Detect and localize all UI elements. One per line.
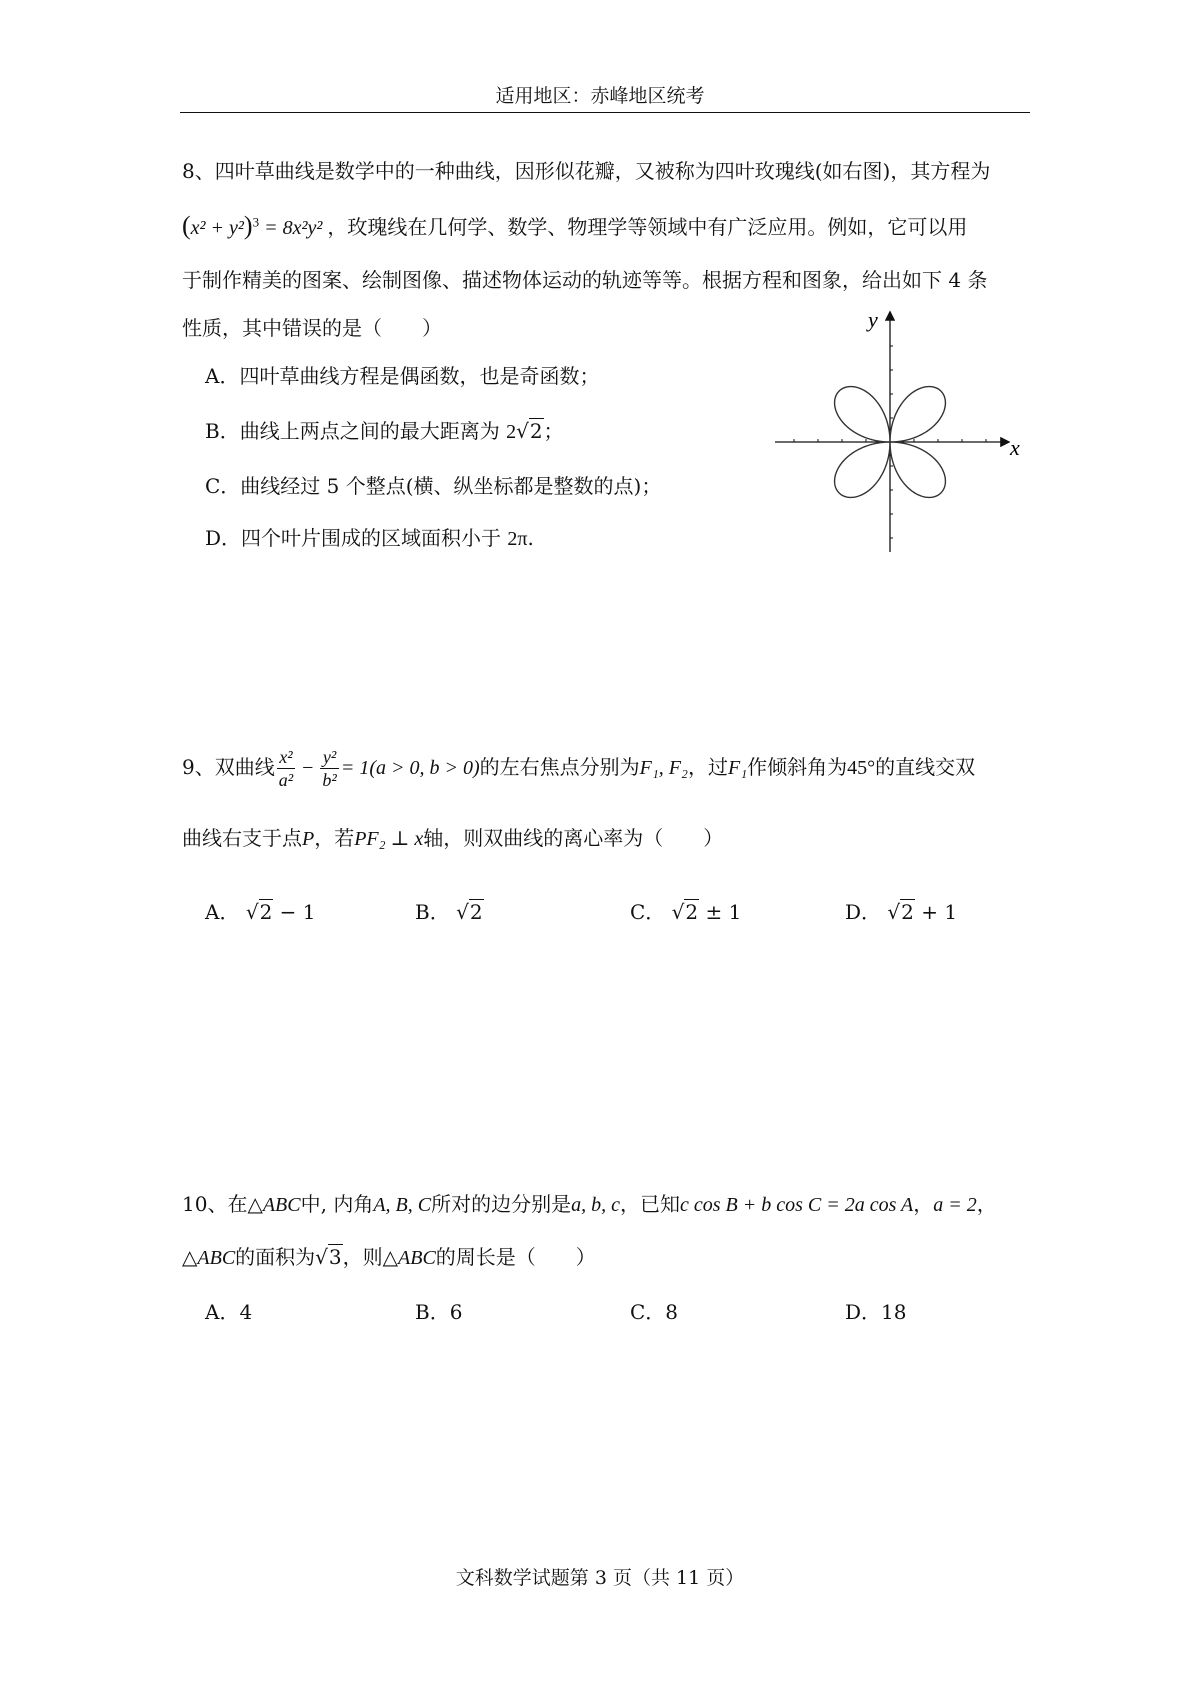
q8-line2 (182, 212, 967, 242)
q10-option-b: B．6 (415, 1300, 463, 1324)
q9-fraction-y: $\frac{\text{y²}}{\text{b²}}$ (322, 747, 337, 790)
q8-option-b: B．曲线上两点之间的最大距离为 2√2； (205, 419, 564, 443)
q8-equation: $(x^2 + y^2)^3 = 8x^2y^2$ (182, 211, 323, 240)
q10-line2: △ABC的面积为√3，则△ABC的周长是（ ） (182, 1245, 596, 1269)
q10-option-d: D．18 (845, 1300, 907, 1324)
page-header: 适用地区：赤峰地区统考 (495, 85, 705, 107)
q9-option-b: B． √2 (415, 900, 483, 924)
q9-fraction-x: $\frac{\text{x²}}{\text{a²}}$ (278, 747, 294, 790)
q8-line3: 于制作精美的图案、绘制图像、描述物体运动的轨迹等等。根据方程和图象，给出如下 4 条 (182, 268, 988, 292)
q9-option-a: A． √2 − 1 (205, 900, 316, 924)
page-footer: 文科数学试题第 3 页（共 11 页） (455, 1567, 745, 1589)
q10-option-a: A．4 (205, 1300, 253, 1324)
q9-line1: 9、双曲线 $\frac{\text{x²}}{\text{a²}}$ − $\frac{\text{y²}}{\text{b²}}$ = 1(a > 0, b > 0)的左右焦点分别为F₁, F₂，过F₁作倾斜角为45°的直线交双 (182, 747, 976, 790)
q10-line1: 10、在△ABC中, 内角A, B, C所对的边分别是a, b, c，已知c cos B + b cos C = 2a cos A，a = 2， (182, 1192, 997, 1216)
q9-line2: 曲线右支于点P，若PF₂ ⊥ x轴，则双曲线的离心率为（ ） (182, 826, 724, 850)
rose-curve-graph (770, 305, 1030, 555)
q9-option-c: C． √2 ± 1 (630, 900, 742, 924)
q9-option-d: D． √2 + 1 (845, 900, 958, 924)
x-axis-label: x (1010, 435, 1020, 460)
q10-option-c: C．8 (630, 1300, 679, 1324)
y-axis-label: y (868, 307, 878, 332)
q8-option-a: A．四叶草曲线方程是偶函数，也是奇函数； (205, 364, 600, 388)
q8-option-c: C．曲线经过 5 个整点(横、纵坐标都是整数的点)； (205, 474, 662, 498)
header-rule (180, 112, 1030, 113)
q8-option-d: D．四个叶片围成的区域面积小于 2π. (205, 526, 534, 550)
q8-line4: 性质，其中错误的是（ ） (182, 316, 442, 340)
q8-line2-text: ，玫瑰线在几何学、数学、物理学等领域中有广泛应用。例如，它可以用 (327, 215, 968, 239)
q8-line1: 8、四叶草曲线是数学中的一种曲线，因形似花瓣，又被称为四叶玫瑰线(如右图)，其方程为 (182, 159, 991, 183)
